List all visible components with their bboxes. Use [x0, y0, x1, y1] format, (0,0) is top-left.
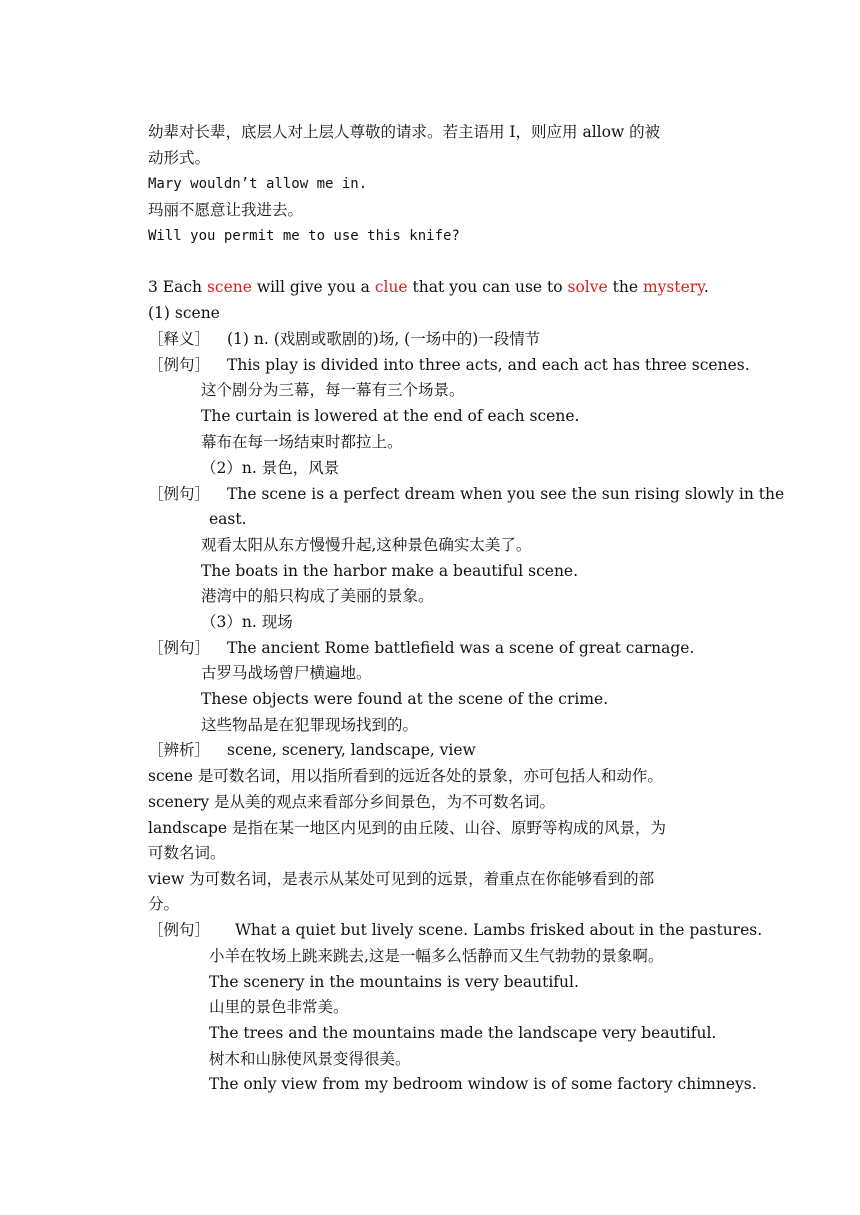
example-en: The ancient Rome battlefield was a scene of great carnage. [227, 639, 695, 657]
key-word: clue [374, 278, 408, 296]
key-word: scene [206, 278, 252, 296]
distinction-view-cont: 分。 [148, 895, 180, 913]
key-sentence [148, 277, 709, 297]
sentence-text: . [703, 278, 709, 296]
example-label: ［例句］ [148, 921, 211, 939]
sense-heading: （2）n. 景色，风景 [201, 459, 340, 477]
distinction-text: scene, scenery, landscape, view [227, 741, 476, 759]
example-zh: 港湾中的船只构成了美丽的景象。 [201, 587, 434, 605]
example-label: ［例句］ [148, 485, 211, 503]
distinction-landscape-cont: 可数名词。 [148, 844, 226, 862]
example-zh: 这个剧分为三幕，每一幕有三个场景。 [201, 381, 465, 399]
example-zh: 小羊在牧场上跳来跳去,这是一幅多么恬静而又生气勃勃的景象啊。 [209, 947, 664, 965]
sentence-text: 3 Each [148, 278, 207, 296]
distinction-landscape: landscape 是指在某一地区内见到的由丘陵、山谷、原野等构成的风景，为 [148, 819, 667, 837]
example-en: What a quiet but lively scene. Lambs frisked about in the pastures. [235, 921, 763, 939]
example-en: The scene is a perfect dream when you see the sun rising slowly in the [227, 485, 785, 503]
example-label: ［例句］ [148, 639, 211, 657]
example-zh: 这些物品是在犯罪现场找到的。 [201, 716, 419, 734]
sentence-text: will give you a [251, 278, 375, 296]
example-en: The only view from my bedroom window is of some factory chimneys. [209, 1075, 757, 1093]
example-en: Will you permit me to use this knife? [148, 228, 460, 244]
section-heading: (1) scene [148, 304, 220, 322]
example-zh: 幕布在每一场结束时都拉上。 [201, 433, 403, 451]
note-line-1: 幼辈对长辈，底层人对上层人尊敬的请求。若主语用 I，则应用 allow 的被 [148, 123, 661, 141]
key-word: solve [567, 278, 608, 296]
distinction-label: ［辨析］ [148, 741, 211, 759]
example-zh: 树木和山脉使风景变得很美。 [209, 1050, 411, 1068]
example-en: Mary wouldn’t allow me in. [148, 176, 368, 192]
note-line-2: 动形式。 [148, 149, 211, 167]
definition-text: (1) n. (戏剧或歌剧的)场, (一场中的)一段情节 [227, 330, 541, 348]
definition-label: ［释义］ [148, 330, 211, 348]
example-en: The trees and the mountains made the landscape very beautiful. [209, 1024, 717, 1042]
distinction-scenery: scenery 是从美的观点来看部分乡间景色，为不可数名词。 [148, 793, 556, 811]
example-en: The curtain is lowered at the end of each scene. [201, 407, 580, 425]
example-zh: 观看太阳从东方慢慢升起,这种景色确实太美了。 [201, 536, 532, 554]
example-en: These objects were found at the scene of the crime. [201, 690, 609, 708]
key-word: mystery [642, 278, 704, 296]
sentence-text: the [607, 278, 643, 296]
example-en: east. [209, 510, 247, 528]
example-label: ［例句］ [148, 356, 211, 374]
sense-heading: （3）n. 现场 [201, 613, 293, 631]
example-zh: 山里的景色非常美。 [209, 998, 349, 1016]
example-en: The boats in the harbor make a beautiful scene. [201, 562, 579, 580]
distinction-view: view 为可数名词，是表示从某处可见到的远景，着重点在你能够看到的部 [148, 870, 655, 888]
example-en: This play is divided into three acts, and each act has three scenes. [227, 356, 750, 374]
example-en: The scenery in the mountains is very beautiful. [209, 973, 579, 991]
example-zh: 玛丽不愿意让我进去。 [148, 201, 304, 219]
distinction-scene: scene 是可数名词，用以指所看到的远近各处的景象，亦可包括人和动作。 [148, 767, 663, 785]
sentence-text: that you can use to [407, 278, 568, 296]
example-zh: 古罗马战场曾尸横遍地。 [201, 664, 372, 682]
